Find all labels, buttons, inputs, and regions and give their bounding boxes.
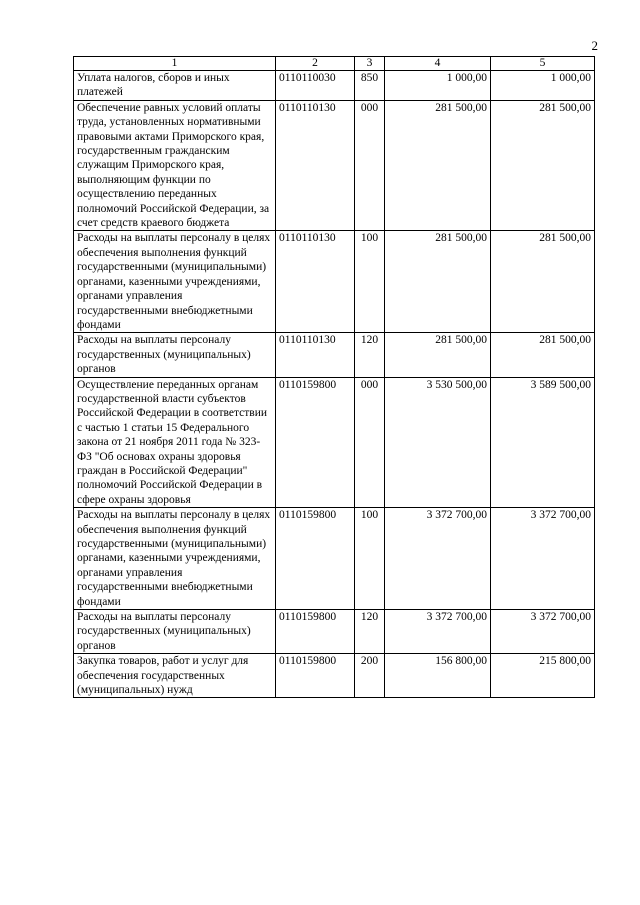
row-col4: 3 372 700,00: [385, 508, 491, 610]
row-name: Расходы на выплаты персоналу в целях обеспечения выполнения функций государственными (муниципальными) органами, казенными учреждениями, органами управления государственными внебюджетными фондами: [74, 231, 276, 333]
column-header: 2: [276, 57, 355, 71]
table-row: [74, 508, 595, 610]
row-code: 0110110030: [276, 71, 355, 101]
row-col5: 3 372 700,00: [491, 610, 595, 654]
column-header: 4: [385, 57, 491, 71]
table-row: [74, 231, 595, 333]
row-col5: 1 000,00: [491, 71, 595, 101]
row-type: 850: [355, 71, 385, 101]
row-name: Расходы на выплаты персоналу в целях обеспечения выполнения функций государственными (муниципальными) органами, казенными учреждениями, органами управления государственными внебюджетными фондами: [74, 508, 276, 610]
column-header: 3: [355, 57, 385, 71]
row-type: 000: [355, 100, 385, 231]
row-name: Уплата налогов, сборов и иных платежей: [74, 71, 276, 101]
row-type: 000: [355, 377, 385, 508]
row-name: Расходы на выплаты персоналу государственных (муниципальных) органов: [74, 610, 276, 654]
table-row: [74, 610, 595, 654]
row-code: 0110110130: [276, 333, 355, 377]
table-row: [74, 100, 595, 231]
row-col5: 281 500,00: [491, 231, 595, 333]
row-col4: 281 500,00: [385, 333, 491, 377]
column-header: 5: [491, 57, 595, 71]
row-name: Осуществление переданных органам государственной власти субъектов Российской Федерации в соответствии с частью 1 статьи 15 Федерального закона от 21 ноября 2011 года № 323-ФЗ "Об основах охраны здоровья граждан в Российской Федерации" полномочий Российской Федерации в сфере охраны здоровья: [74, 377, 276, 508]
table-row: [74, 333, 595, 377]
row-col4: 3 372 700,00: [385, 610, 491, 654]
row-code: 0110159800: [276, 610, 355, 654]
row-type: 200: [355, 654, 385, 698]
row-col4: 281 500,00: [385, 231, 491, 333]
row-name: Расходы на выплаты персоналу государственных (муниципальных) органов: [74, 333, 276, 377]
row-type: 100: [355, 231, 385, 333]
table-row: [74, 654, 595, 698]
row-col5: 281 500,00: [491, 100, 595, 231]
row-col4: 281 500,00: [385, 100, 491, 231]
row-type: 120: [355, 610, 385, 654]
row-type: 100: [355, 508, 385, 610]
table-row: [74, 71, 595, 101]
row-col4: 1 000,00: [385, 71, 491, 101]
column-header: 1: [74, 57, 276, 71]
row-type: 120: [355, 333, 385, 377]
page-number: 2: [591, 38, 598, 53]
row-col4: 156 800,00: [385, 654, 491, 698]
row-col5: 281 500,00: [491, 333, 595, 377]
table-row: [74, 377, 595, 508]
row-code: 0110110130: [276, 100, 355, 231]
row-code: 0110159800: [276, 377, 355, 508]
row-col5: 3 589 500,00: [491, 377, 595, 508]
row-code: 0110159800: [276, 654, 355, 698]
budget-table: [73, 56, 595, 698]
row-code: 0110110130: [276, 231, 355, 333]
row-name: Обеспечение равных условий оплаты труда, установленных нормативными правовыми актами Приморского края, государственным гражданским служащим Приморского края, выполняющим функции по осуществлению переданных полномочий Российской Федерации, за счет средств краевого бюджета: [74, 100, 276, 231]
row-code: 0110159800: [276, 508, 355, 610]
row-col5: 215 800,00: [491, 654, 595, 698]
row-col5: 3 372 700,00: [491, 508, 595, 610]
table-header-row: [74, 57, 595, 71]
row-col4: 3 530 500,00: [385, 377, 491, 508]
row-name: Закупка товаров, работ и услуг для обеспечения государственных (муниципальных) нужд: [74, 654, 276, 698]
